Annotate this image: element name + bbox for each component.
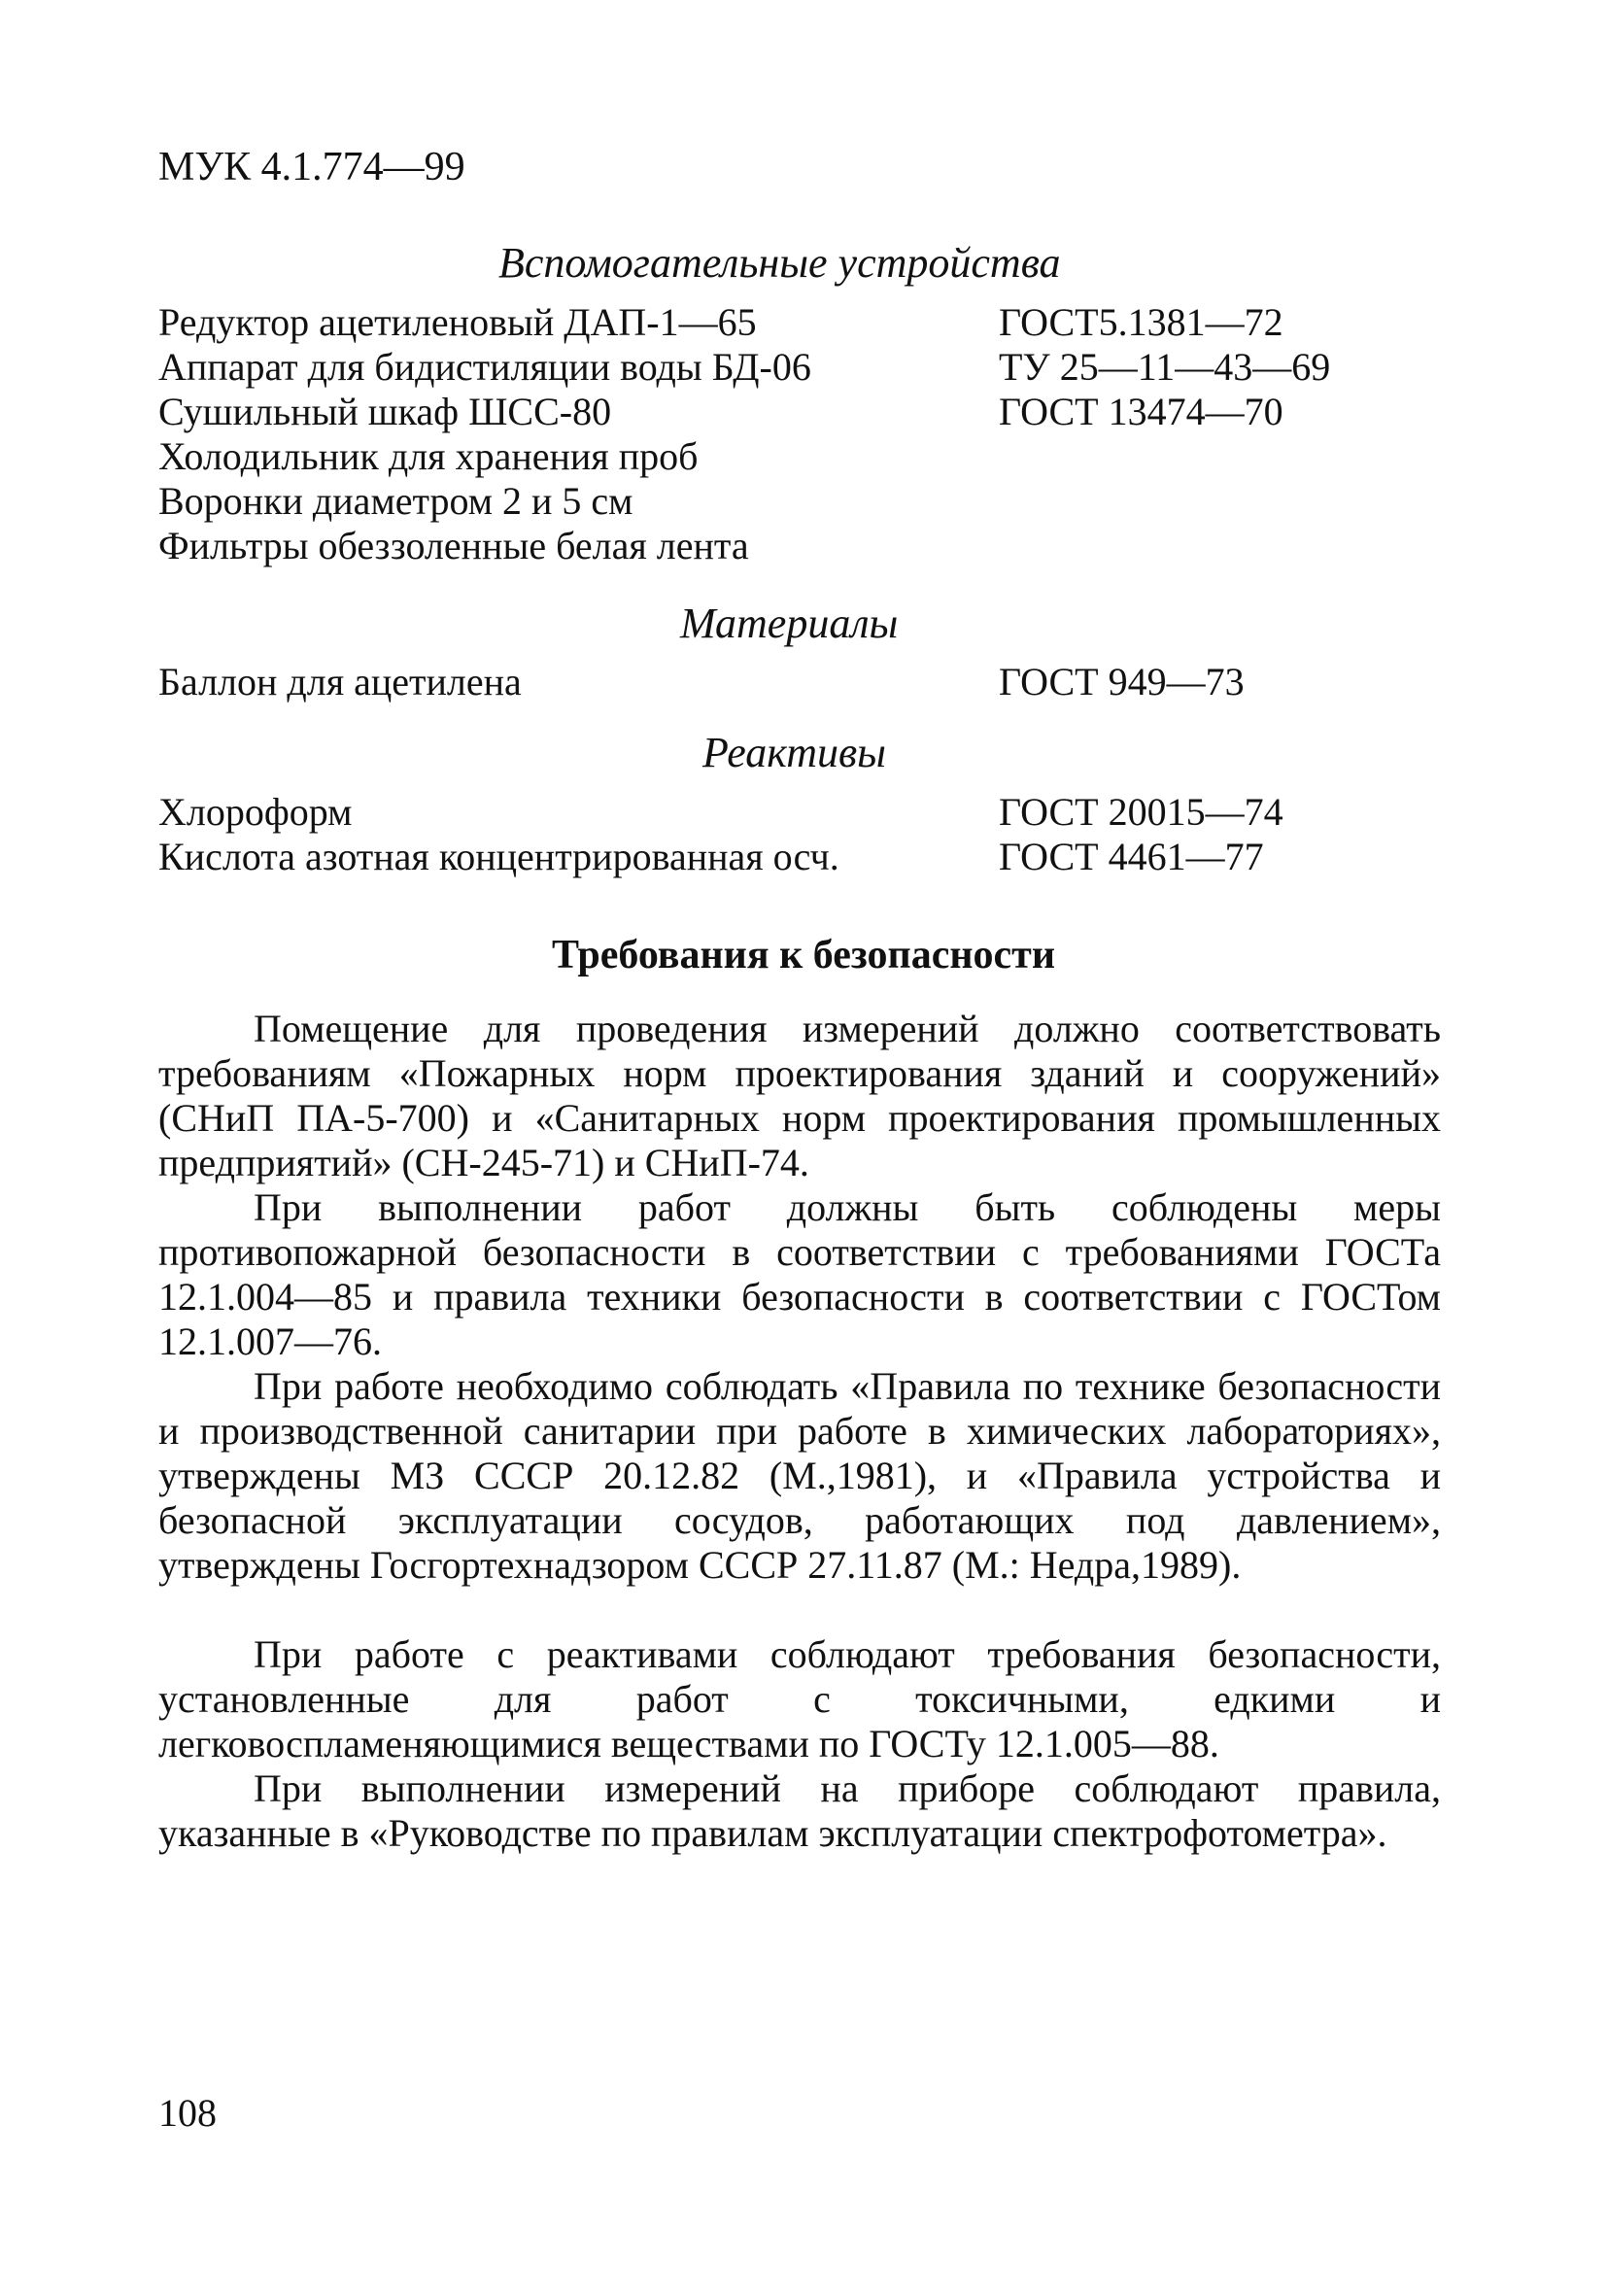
- material-name: Баллон для ацетилена: [158, 660, 522, 703]
- safety-paragraph: Помещение для проведения измерений должно соответствовать требованиям «Пожарных норм проектирования зданий и сооружений» (СНиП ПА-5-700) и «Санитарных норм проектирования промышленных предприятий» (СН-245-71) и СНиП-74.: [158, 1007, 1441, 1184]
- equipment-standard: ГОСТ 13474—70: [999, 390, 1283, 433]
- reagent-row: [158, 790, 1451, 835]
- reagent-name: Хлороформ: [158, 790, 353, 834]
- safety-paragraph: При работе необходимо соблюдать «Правила по технике безопасности и производственной санитарии при работе в химических лабораториях», утверждены МЗ СССР 20.12.82 (М.,1981), и «Правила устройства и безопасной эксплуатации сосудов, работающих под давлением», утверждены Госгортехнадзором СССР 27.11.87 (М.: Недра,1989).: [158, 1364, 1441, 1587]
- running-head: МУК 4.1.774—99: [158, 145, 465, 189]
- reagent-name: Кислота азотная концентрированная осч.: [158, 835, 839, 878]
- section-title-reagents: Реактивы: [702, 729, 886, 776]
- reagent-row: [158, 835, 1451, 879]
- equipment-name: Аппарат для бидистиляции воды БД-06: [158, 345, 811, 389]
- reagent-standard: ГОСТ 20015—74: [999, 790, 1283, 834]
- equipment-name: Воронки диаметром 2 и 5 см: [158, 479, 633, 523]
- equipment-row: [158, 390, 1451, 434]
- equipment-row: [158, 524, 1451, 568]
- equipment-row: [158, 300, 1451, 345]
- equipment-row: [158, 434, 1451, 479]
- page-number: 108: [158, 2091, 217, 2135]
- equipment-name: Фильтры обеззоленные белая лента: [158, 524, 749, 567]
- equipment-row: [158, 345, 1451, 390]
- equipment-name: Редуктор ацетиленовый ДАП-1—65: [158, 300, 757, 344]
- equipment-name: Холодильник для хранения проб: [158, 434, 699, 478]
- equipment-name: Сушильный шкаф ШСС-80: [158, 390, 612, 433]
- equipment-standard: ТУ 25—11—43—69: [999, 345, 1331, 389]
- material-row: [158, 660, 1451, 704]
- equipment-standard: ГОСТ5.1381—72: [999, 300, 1283, 344]
- safety-paragraph: При работе с реактивами соблюдают требования безопасности, установленные для работ с токсичными, едкими и легковоспламеняющимися веществами по ГОСТу 12.1.005—88.: [158, 1632, 1441, 1765]
- section-title-auxiliary: Вспомогательные устройства: [498, 239, 1061, 287]
- safety-paragraph: При выполнении измерений на приборе соблюдают правила, указанные в «Руководстве по правилам эксплуатации спектрофотометра».: [158, 1766, 1441, 1855]
- section-heading-safety: Требования к безопасности: [551, 933, 1056, 977]
- safety-paragraph: При выполнении работ должны быть соблюдены меры противопожарной безопасности в соответствии с требованиями ГОСТа 12.1.004—85 и правила техники безопасности в соответствии с ГОСТом 12.1.007—76.: [158, 1185, 1441, 1363]
- section-title-materials: Материалы: [680, 600, 899, 647]
- equipment-row: [158, 479, 1451, 524]
- material-standard: ГОСТ 949—73: [999, 660, 1245, 703]
- reagent-standard: ГОСТ 4461—77: [999, 835, 1264, 878]
